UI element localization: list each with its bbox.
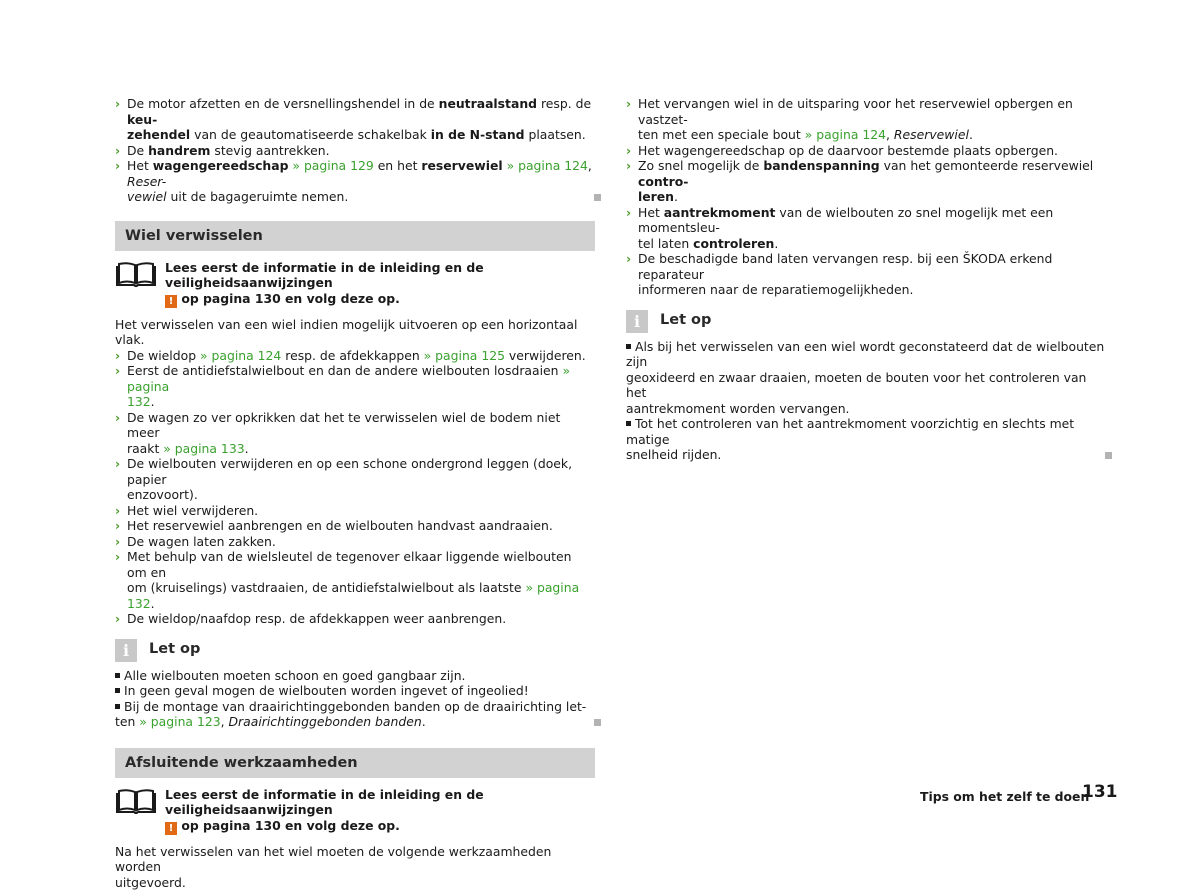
step-arrow-icon: › [626,158,631,174]
after-text: Na het verwisselen van het wiel moeten de volgende werkzaamheden worden uitgevoerd. [115,844,595,890]
left-column [115,96,595,890]
open-book-icon [115,789,157,815]
right-column [626,96,1106,463]
step-arrow-icon: › [626,96,631,112]
step-check-pressure: › Zo snel mogelijk de bandenspanning van het gemonteerde reservewiel contro- leren. [626,158,1106,205]
step-loosen-bolts: › Eerst de antidiefstalwielbout en dan de andere wielbouten losdraaien » pagina 132. [115,363,595,410]
note-header [115,639,595,667]
step-handbrake: › De handrem stevig aantrekken. [115,143,595,159]
step-remove-bolts: › De wielbouten verwijderen en op een schone ondergrond leggen (doek, papier enzovoort). [115,456,595,503]
step-store-tools: › Het wagengereedschap op de daarvoor bestemde plaats opbergen. [626,143,1106,159]
step-remove-wheel: › Het wiel verwijderen. [115,503,595,519]
step-arrow-icon: › [115,96,120,112]
note-item: Alle wielbouten moeten schoon en goed gangbaar zijn. [115,668,595,684]
warning-icon: ! [165,822,177,835]
note-item: In geen geval mogen de wielbouten worden ingevet of ingeolied! [115,683,595,699]
link-page-125[interactable]: » pagina 125 [420,348,505,363]
step-arrow-icon: › [115,549,120,565]
step-arrow-icon: › [115,503,120,519]
step-arrow-icon: › [626,251,631,267]
note-item: Als bij het verwisselen van een wiel wordt geconstateerd dat de wielbouten zijn geoxideerd en zwaar draaien, moeten de bouten voor het controleren van het aantrekmoment worden vervangen. [626,339,1106,417]
note-header [626,310,1106,338]
step-arrow-icon: › [115,158,120,174]
step-tighten-bolts: › Met behulp van de wielsleutel de tegenover elkaar liggende wielbouten om en om (kruiselings) vastdraaien, de antidiefstalwielbout als laatste » pagina 132. [115,549,595,611]
square-bullet-icon [626,344,631,349]
link-page-124[interactable]: » pagina 124 [196,348,281,363]
step-refit-hubcap: › De wieldop/naafdop resp. de afdekkappen weer aanbrengen. [115,611,595,627]
note-title: Let op [149,642,200,658]
step-lower-car: › De wagen laten zakken. [115,534,595,550]
step-arrow-icon: › [115,534,120,550]
note-item: Bij de montage van draairichtinggebonden banden op de draairichting let- ten » pagina 123, Draairichtinggebonden banden. [115,699,595,730]
step-arrow-icon: › [115,456,120,472]
link-page-123[interactable]: » pagina 123 [135,714,220,729]
info-icon: i [626,310,648,333]
intro-text: Het verwisselen van een wiel indien mogelijk uitvoeren op een horizontaal vlak. [115,317,595,348]
square-bullet-icon [626,421,631,426]
section-heading-wheel-change: Wiel verwisselen [115,221,595,251]
step-check-torque: › Het aantrekmoment van de wielbouten zo snel mogelijk met een momentsleu- tel laten controleren. [626,205,1106,252]
page-number: 131 [1082,785,1118,801]
link-page-129[interactable]: » pagina 129 [288,158,373,173]
step-store-wheel: › Het vervangen wiel in de uitsparing voor het reservewiel opbergen en vastzet- ten met een speciale bout » pagina 124, Reservewiel. [626,96,1106,143]
step-engine-off: › De motor afzetten en de versnellingshendel in de neutraalstand resp. de keu- zehendel van de geautomatiseerde schakelbak in de N-stand plaatsen. [115,96,595,143]
step-arrow-icon: › [115,410,120,426]
step-arrow-icon: › [115,348,120,364]
note-title: Let op [660,313,711,329]
step-replace-tyre: › De beschadigde band laten vervangen resp. bij een ŠKODA erkend reparateur informeren naar de reparatiemogelijkheden. [626,251,1106,298]
square-bullet-icon [115,688,120,693]
step-arrow-icon: › [626,205,631,221]
link-page-132-cont[interactable]: 132 [127,394,151,409]
square-bullet-icon [115,704,120,709]
step-arrow-icon: › [115,363,120,379]
footer-chapter-title: Tips om het zelf te doen [920,789,1089,805]
link-page-133[interactable]: » pagina 133 [159,441,244,456]
read-first-notice: Lees eerst de informatie in de inleiding en de veiligheidsaanwijzingen ! op pagina 130 en volg deze op. [115,260,595,308]
square-bullet-icon [115,673,120,678]
link-page-124[interactable]: » pagina 124 [503,158,588,173]
open-book-icon [115,262,157,288]
note-item: Tot het controleren van het aantrekmoment voorzichtig en slechts met matige snelheid rijden. [626,416,1106,463]
section-heading-final-tasks: Afsluitende werkzaamheden [115,748,595,778]
step-jack-up: › De wagen zo ver opkrikken dat het te verwisselen wiel de bodem niet meer raakt » pagina 133. [115,410,595,457]
warning-icon: ! [165,295,177,308]
step-arrow-icon: › [115,611,120,627]
step-mount-spare: › Het reservewiel aanbrengen en de wielbouten handvast aandraaien. [115,518,595,534]
step-arrow-icon: › [115,518,120,534]
read-first-notice: Lees eerst de informatie in de inleiding en de veiligheidsaanwijzingen ! op pagina 130 en volg deze op. [115,787,595,835]
info-icon: i [115,639,137,662]
step-remove-hubcap: › De wieldop » pagina 124 resp. de afdekkappen » pagina 125 verwijderen. [115,348,595,364]
link-page-132[interactable]: » pagina 132 [127,580,579,611]
step-arrow-icon: › [115,143,120,159]
link-page-124[interactable]: » pagina 124 [801,127,886,142]
step-arrow-icon: › [626,143,631,159]
step-tools: › Het wagengereedschap » pagina 129 en het reservewiel » pagina 124, Reser- vewiel uit de bagageruimte nemen. [115,158,595,205]
link-page-132[interactable]: » pagina [127,363,570,394]
